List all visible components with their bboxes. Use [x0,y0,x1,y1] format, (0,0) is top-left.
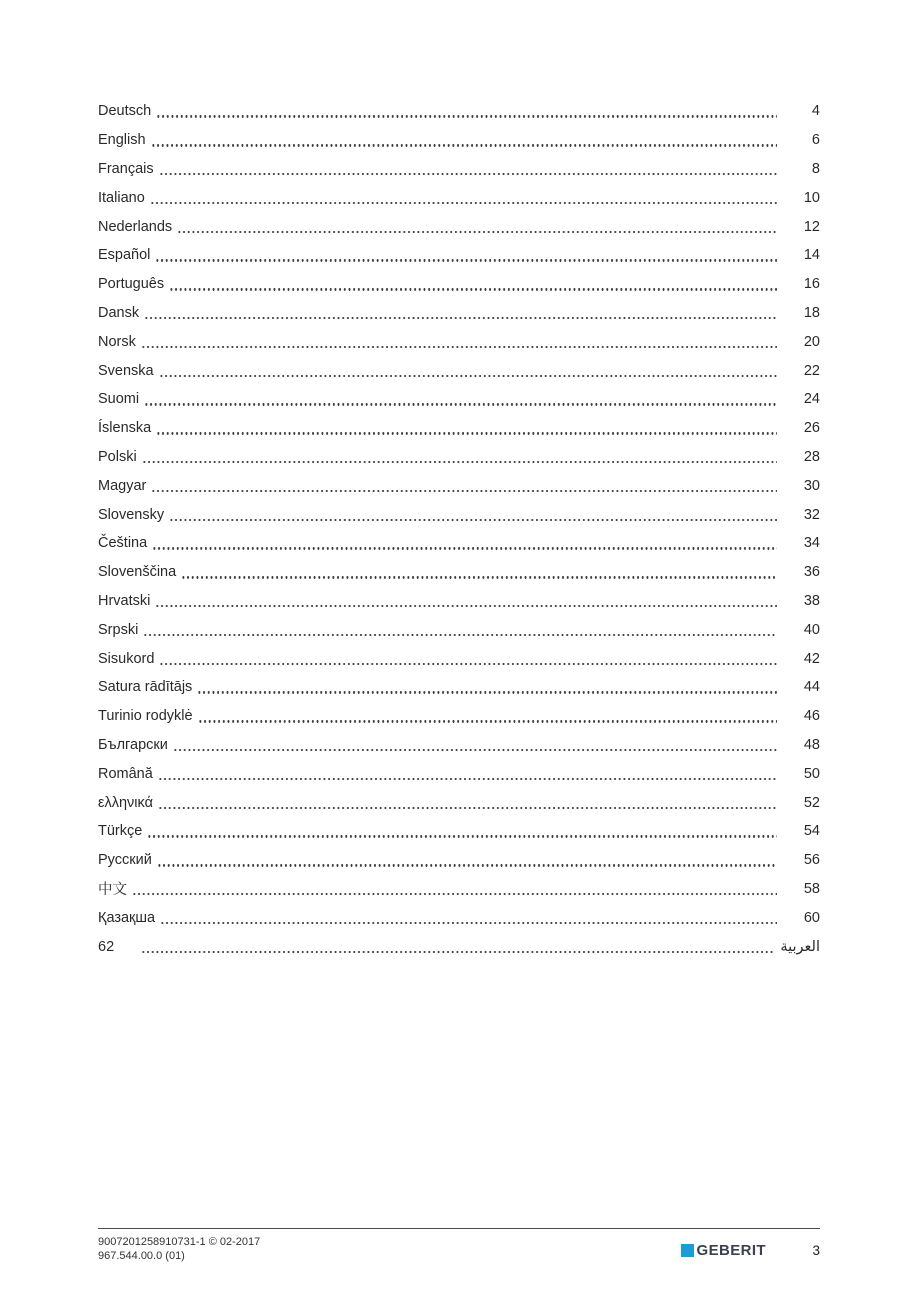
toc-page-number: 32 [803,506,820,523]
toc-language-label: Español [98,247,151,264]
toc-page-number: 48 [803,736,820,753]
toc-language-label: Français [98,160,154,177]
toc-row[interactable] [98,702,820,731]
toc-language-label: العربية [780,938,820,955]
dot-leader [139,299,778,328]
toc-row[interactable] [98,443,820,472]
footer-right [681,1242,820,1259]
dot-leader [153,759,778,788]
toc-language-label: Русский [98,852,152,869]
toc-page-number: 22 [803,362,820,379]
toc-language-label: Magyar [98,477,147,494]
toc-page-number: 28 [803,448,820,465]
toc-row[interactable] [98,673,820,702]
dot-leader [137,443,778,472]
toc-language-label: Italiano [98,189,145,206]
document-id-line: 9007201258910731-1 © 02-2017 [98,1236,261,1248]
toc-row[interactable] [98,558,820,587]
dot-leader [150,587,778,616]
toc-page-number: 60 [803,909,820,926]
toc-row[interactable] [98,126,820,155]
toc-language-label: Български [98,736,168,753]
geberit-logo-square-icon [681,1244,694,1257]
toc-page-number: 10 [803,189,820,206]
toc-language-label: Satura rādītājs [98,679,193,696]
toc-page-number: 44 [803,679,820,696]
toc-row[interactable] [98,241,820,270]
toc-page-number: 6 [811,132,820,149]
toc-page-number: 18 [803,304,820,321]
toc-row[interactable] [98,327,820,356]
geberit-logo-text: GEBERIT [696,1242,766,1259]
toc-language-label: ελληνικά [98,794,153,811]
dot-leader [155,903,778,932]
toc-language-label: 中文 [98,882,127,899]
dot-leader [153,788,778,817]
toc-row[interactable] [98,270,820,299]
toc-language-label: Norsk [98,333,136,350]
toc-row[interactable] [98,615,820,644]
geberit-logo [681,1242,766,1259]
toc-language-label: Türkçe [98,823,143,840]
dot-leader [154,644,778,673]
toc-row[interactable] [98,155,820,184]
toc-page-number: 52 [803,794,820,811]
toc-row[interactable] [98,183,820,212]
toc-row[interactable] [98,587,820,616]
dot-leader [176,558,778,587]
toc-row[interactable] [98,471,820,500]
toc-page-number: 34 [803,535,820,552]
toc-row[interactable] [98,903,820,932]
toc-page-number: 46 [803,708,820,725]
toc-language-label: Íslenska [98,420,152,437]
document-version-line: 967.544.00.0 (01) [98,1249,185,1262]
toc-page-number: 20 [803,333,820,350]
dot-leader [151,97,778,126]
toc-language-label: English [98,132,146,149]
dot-leader [164,270,778,299]
dot-leader [192,673,778,702]
toc-language-label: Polski [98,448,137,465]
dot-leader [142,817,778,846]
dot-leader [145,183,778,212]
toc-language-label: Srpski [98,621,139,638]
toc-page-number: 16 [803,276,820,293]
toc-language-label: Sisukord [98,650,155,667]
toc-row[interactable] [98,356,820,385]
document-info [98,1236,260,1263]
toc-page-number: 58 [803,880,820,897]
toc-row[interactable] [98,529,820,558]
toc-page-number: 12 [803,218,820,235]
toc-language-label: Deutsch [98,103,152,120]
toc-page-number: 50 [803,765,820,782]
toc-row[interactable] [98,385,820,414]
toc-page-number: 26 [803,420,820,437]
toc-language-label: Svenska [98,362,154,379]
page-number: 3 [812,1243,820,1258]
toc-row[interactable] [98,759,820,788]
dot-leader [140,932,780,961]
toc-row[interactable] [98,846,820,875]
toc-page-number: 8 [811,160,820,177]
toc-page-number: 14 [803,247,820,264]
toc-page-number: 54 [803,823,820,840]
toc-page-number: 62 [98,938,115,955]
toc-language-label: Nederlands [98,218,173,235]
toc-language-label: Português [98,276,165,293]
toc-row[interactable] [98,817,820,846]
toc-row[interactable] [98,875,820,904]
toc-language-label: Slovenščina [98,564,177,581]
dot-leader [150,241,778,270]
dot-leader [193,702,778,731]
dot-leader [168,731,778,760]
toc-row[interactable] [98,500,820,529]
toc-page-number: 30 [803,477,820,494]
toc-page-number: 24 [803,391,820,408]
dot-leader [147,529,778,558]
dot-leader [151,414,778,443]
toc-language-label: Čeština [98,535,148,552]
toc-row[interactable] [98,299,820,328]
dot-leader [154,356,778,385]
dot-leader [139,385,778,414]
toc-language-label: Dansk [98,304,140,321]
toc-row[interactable] [98,414,820,443]
dot-leader [146,471,778,500]
toc-page-number: 38 [803,592,820,609]
toc-row[interactable] [98,644,820,673]
toc-page-number: 42 [803,650,820,667]
dot-leader [138,615,778,644]
toc-language-label: Suomi [98,391,140,408]
dot-leader [136,327,778,356]
footer [98,1228,820,1263]
toc-row[interactable] [98,97,820,126]
footer-content [98,1229,820,1263]
toc-language-label: Turinio rodyklė [98,708,193,725]
toc-row[interactable] [98,932,820,961]
toc-row[interactable] [98,731,820,760]
toc-language-label: Hrvatski [98,592,151,609]
toc-language-label: Slovensky [98,506,165,523]
dot-leader [127,875,778,904]
toc-page-number: 56 [803,852,820,869]
toc-page-number: 36 [803,564,820,581]
toc-page-number: 4 [811,103,820,120]
dot-leader [152,846,778,875]
dot-leader [154,155,778,184]
toc-row[interactable] [98,788,820,817]
dot-leader [164,500,778,529]
toc-page-number: 40 [803,621,820,638]
toc-row[interactable] [98,212,820,241]
toc-language-label: Română [98,765,153,782]
toc-language-label: Қазақша [98,909,156,926]
dot-leader [146,126,778,155]
dot-leader [172,212,778,241]
table-of-contents [98,97,820,961]
